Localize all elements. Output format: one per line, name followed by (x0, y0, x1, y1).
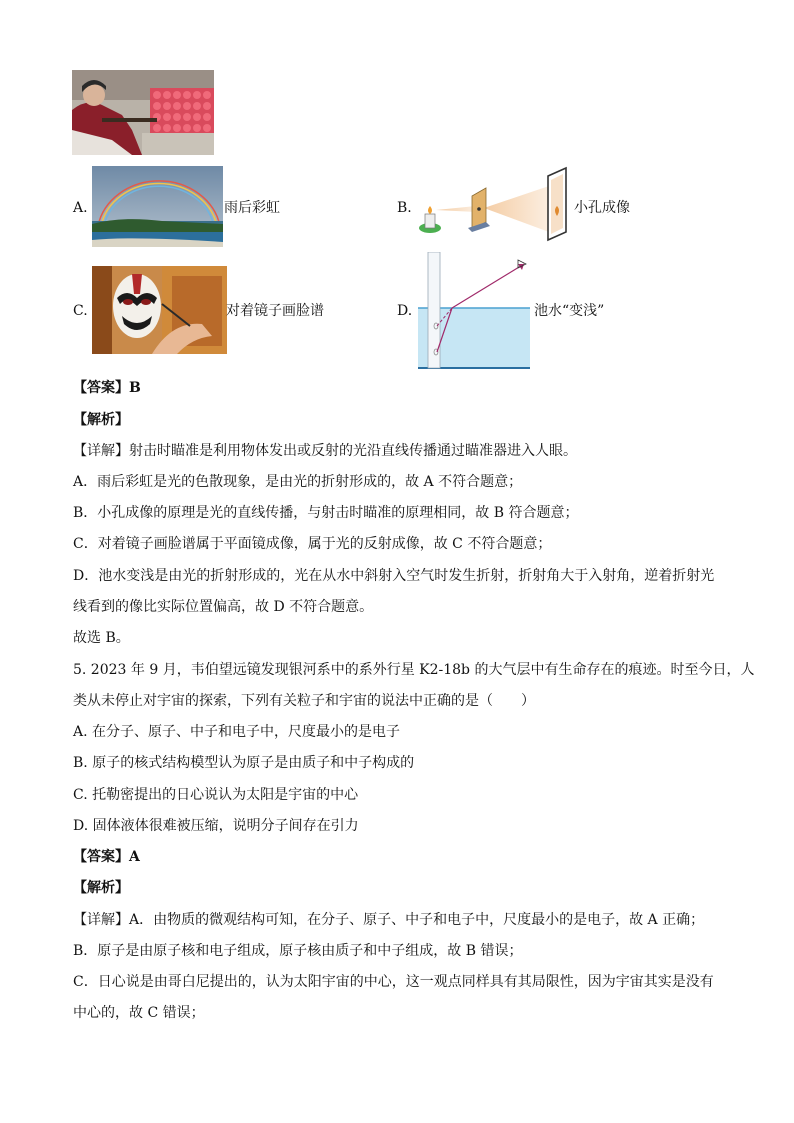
option-b-letter: B. (397, 200, 412, 216)
option-c-letter: C. (73, 303, 88, 319)
option-c-caption: 对着镜子画脸谱 (226, 303, 324, 319)
q5-choice-b: B. 原子的核式结构模型认为原子是由质子和中子构成的 (73, 755, 415, 771)
q5-choice-a: A. 在分子、原子、中子和电子中，尺度最小的是电子 (73, 724, 401, 740)
q4-analysis-heading: 【解析】 (73, 412, 129, 428)
option-a-letter: A. (73, 200, 88, 216)
face-painting-photo (92, 266, 227, 354)
q5-choice-c: C. 托勒密提出的日心说认为太阳是宇宙的中心 (73, 787, 359, 803)
q5-detail-line: 中心的，故 C 错误； (73, 1005, 205, 1021)
q4-detail-line: A．雨后彩虹是光的色散现象，是由光的折射形成的，故 A 不符合题意； (73, 474, 523, 490)
option-d-caption: 池水“变浅” (534, 303, 605, 319)
q5-choice-d: D. 固体液体很难被压缩，说明分子间存在引力 (73, 818, 359, 834)
option-d-letter: D. (397, 303, 413, 319)
q4-detail-line: C．对着镜子画脸谱属于平面镜成像，属于光的反射成像，故 C 不符合题意； (73, 536, 552, 552)
q5-detail-line: C．日心说是由哥白尼提出的，认为太阳宇宙的中心，这一观点同样具有其局限性，因为宇宙其实是没有 (73, 974, 714, 990)
rainbow-photo (92, 166, 223, 247)
pool-refraction-diagram (418, 252, 532, 370)
q5-stem-cont: 类从未停止对宇宙的探索，下列有关粒子和宇宙的说法中正确的是（ ） (73, 693, 535, 709)
q4-detail-line: B．小孔成像的原理是光的直线传播，与射击时瞄准的原理相同，故 B 符合题意； (73, 505, 579, 521)
pinhole-diagram (414, 166, 574, 242)
q4-detail-line: D．池水变浅是由光的折射形成的，光在从水中斜射入空气时发生折射，折射角大于入射角，逆着折射光 (73, 568, 715, 584)
option-a-caption: 雨后彩虹 (224, 200, 280, 216)
q5-detail-line: 【详解】A．由物质的微观结构可知，在分子、原子、中子和电子中，尺度最小的是电子，故 A 正确； (73, 912, 705, 928)
q5-detail-line: B．原子是由原子核和电子组成，原子核由质子和中子组成，故 B 错误； (73, 943, 523, 959)
q4-detail-line: 【详解】射击时瞄准是利用物体发出或反射的光沿直线传播通过瞄准器进入人眼。 (73, 443, 577, 459)
shooting-photo (72, 70, 214, 155)
q4-detail-line: 线看到的像比实际位置偏高，故 D 不符合题意。 (73, 599, 374, 615)
q5-stem: 5. 2023 年 9 月，韦伯望远镜发现银河系中的系外行星 K2-18b 的大气层中有生命存在的痕迹。时至今日，人 (73, 662, 755, 678)
q4-conclusion: 故选 B。 (73, 630, 130, 646)
option-b-caption: 小孔成像 (574, 200, 630, 216)
q5-analysis-heading: 【解析】 (73, 880, 129, 896)
q4-answer: 【答案】B (73, 380, 141, 396)
q5-answer: 【答案】A (73, 849, 140, 865)
